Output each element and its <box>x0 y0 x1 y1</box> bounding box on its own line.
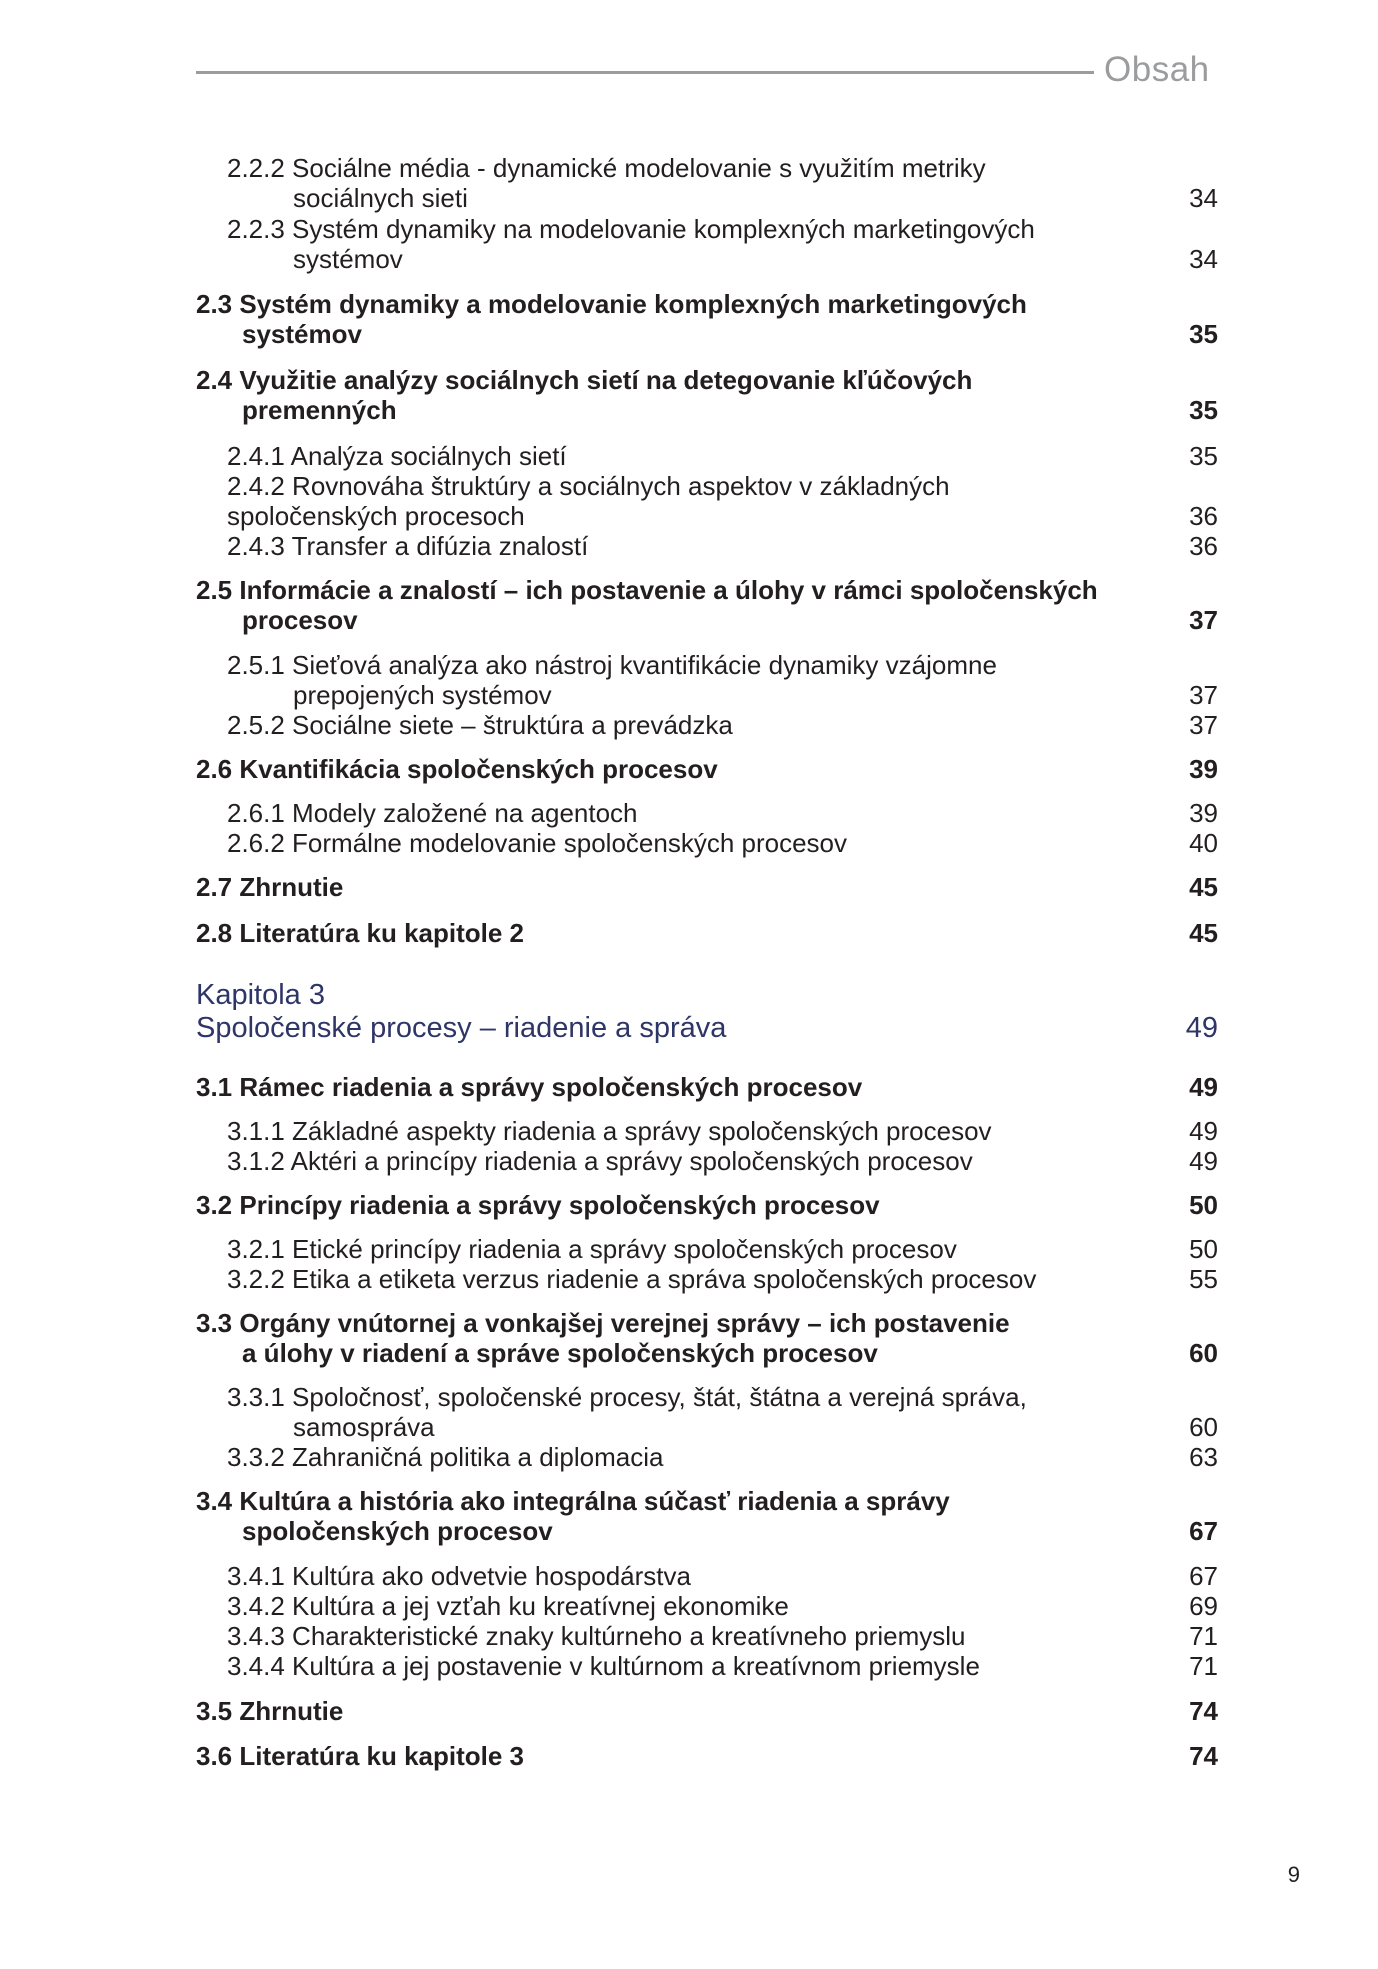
toc-page-number: 50 <box>1189 1234 1218 1264</box>
toc-page-number: 39 <box>1189 754 1218 784</box>
toc-page-number: 36 <box>1189 531 1218 561</box>
toc-entry-title: 2.2.3 Systém dynamiky na modelovanie komplexných marketingových <box>227 214 1035 244</box>
toc-entry-title: 3.3.1 Spoločnosť, spoločenské procesy, štát, štátna a verejná správa, <box>227 1382 1027 1412</box>
toc-entry-title-continued: a úlohy v riadení a správe spoločenských procesov <box>242 1338 878 1368</box>
toc-entry-title: 2.2.2 Sociálne média - dynamické modelovanie s využitím metriky <box>227 153 986 183</box>
toc-entry-title: 3.4.1 Kultúra ako odvetvie hospodárstva <box>227 1561 691 1591</box>
toc-entry-title: 3.4.2 Kultúra a jej vzťah ku kreatívnej ekonomike <box>227 1591 789 1621</box>
chapter-label: Kapitola 3 <box>196 979 325 1011</box>
toc-entry-title: 3.1.2 Aktéri a princípy riadenia a správy spoločenských procesov <box>227 1146 973 1176</box>
running-header-title: Obsah <box>1104 50 1210 89</box>
toc-page-number: 74 <box>1189 1741 1218 1771</box>
toc-page-number: 39 <box>1189 798 1218 828</box>
toc-page-number: 60 <box>1189 1338 1218 1368</box>
toc-entry-title: 2.4 Využitie analýzy sociálnych sietí na detegovanie kľúčových <box>196 365 973 395</box>
toc-page-number: 71 <box>1189 1651 1218 1681</box>
toc-page-number: 36 <box>1189 501 1218 531</box>
toc-entry-title-continued: sociálnych sieti <box>293 183 468 213</box>
toc-page-number: 67 <box>1189 1561 1218 1591</box>
toc-entry-title-continued: spoločenských procesov <box>242 1516 553 1546</box>
toc-entry-title-continued: systémov <box>293 244 403 274</box>
toc-entry-title: 3.3.2 Zahraničná politika a diplomacia <box>227 1442 664 1472</box>
toc-entry-title: 2.5.1 Sieťová analýza ako nástroj kvantifikácie dynamiky vzájomne <box>227 650 997 680</box>
toc-entry-title: 3.4.3 Charakteristické znaky kultúrneho a kreatívneho priemyslu <box>227 1621 966 1651</box>
toc-entry-title: 3.1.1 Základné aspekty riadenia a správy spoločenských procesov <box>227 1116 992 1146</box>
toc-entry-title: 2.8 Literatúra ku kapitole 2 <box>196 918 525 948</box>
toc-entry-title: 2.4.1 Analýza sociálnych sietí <box>227 441 567 471</box>
toc-entry-title: 3.3 Orgány vnútornej a vonkajšej verejnej správy – ich postavenie <box>196 1308 1010 1338</box>
toc-page-number: 37 <box>1189 605 1218 635</box>
toc-entry-title: 2.4.2 Rovnováha štruktúry a sociálnych aspektov v základných <box>227 471 950 501</box>
toc-page-number: 35 <box>1189 441 1218 471</box>
toc-page-number: 34 <box>1189 244 1218 274</box>
toc-page-number: 55 <box>1189 1264 1218 1294</box>
toc-entry-title-continued: samospráva <box>293 1412 435 1442</box>
toc-page-number: 37 <box>1189 710 1218 740</box>
toc-entry-title: 3.1 Rámec riadenia a správy spoločenských procesov <box>196 1072 863 1102</box>
toc-page-number: 50 <box>1189 1190 1218 1220</box>
toc-entry-title: 2.6.2 Formálne modelovanie spoločenských procesov <box>227 828 848 858</box>
toc-page-number: 69 <box>1189 1591 1218 1621</box>
toc-page-number: 35 <box>1189 319 1218 349</box>
toc-entry-title: 3.2 Princípy riadenia a správy spoločenských procesov <box>196 1190 880 1220</box>
toc-page-number: 34 <box>1189 183 1218 213</box>
toc-entry-title: 2.4.3 Transfer a difúzia znalostí <box>227 531 589 561</box>
toc-entry-title: 2.6 Kvantifikácia spoločenských procesov <box>196 754 718 784</box>
toc-page-number: 67 <box>1189 1516 1218 1546</box>
toc-entry-title: 2.6.1 Modely založené na agentoch <box>227 798 638 828</box>
toc-page-number: 40 <box>1189 828 1218 858</box>
toc-page-number: 35 <box>1189 395 1218 425</box>
page-number: 9 <box>1287 1862 1300 1887</box>
toc-entry-title: 3.2.2 Etika a etiketa verzus riadenie a správa spoločenských procesov <box>227 1264 1037 1294</box>
toc-entry-title: 2.7 Zhrnutie <box>196 872 344 902</box>
toc-entry-title-continued: procesov <box>242 605 358 635</box>
toc-entry-title-continued: premenných <box>242 395 397 425</box>
toc-entry-title: 3.6 Literatúra ku kapitole 3 <box>196 1741 525 1771</box>
toc-page-number: 49 <box>1189 1146 1218 1176</box>
toc-page-number: 49 <box>1185 1012 1218 1044</box>
toc-page-number: 74 <box>1189 1696 1218 1726</box>
chapter-title: Spoločenské procesy – riadenie a správa <box>196 1012 727 1044</box>
toc-page-number: 45 <box>1189 872 1218 902</box>
toc-entry-title-continued: spoločenských procesoch <box>227 501 525 531</box>
toc-page-number: 63 <box>1189 1442 1218 1472</box>
toc-entry-title: 2.5 Informácie a znalostí – ich postavenie a úlohy v rámci spoločenských <box>196 575 1098 605</box>
toc-entry-title-continued: systémov <box>242 319 362 349</box>
toc-page-number: 71 <box>1189 1621 1218 1651</box>
toc-entry-title: 2.3 Systém dynamiky a modelovanie komplexných marketingových <box>196 289 1027 319</box>
toc-entry-title: 3.4 Kultúra a história ako integrálna súčasť riadenia a správy <box>196 1486 950 1516</box>
toc-page-number: 49 <box>1189 1116 1218 1146</box>
toc-entry-title: 2.5.2 Sociálne siete – štruktúra a prevádzka <box>227 710 733 740</box>
toc-page-number: 60 <box>1189 1412 1218 1442</box>
toc-entry-title: 3.5 Zhrnutie <box>196 1696 344 1726</box>
toc-entry-title: 3.2.1 Etické princípy riadenia a správy spoločenských procesov <box>227 1234 957 1264</box>
toc-page-number: 37 <box>1189 680 1218 710</box>
toc-entry-title-continued: prepojených systémov <box>293 680 552 710</box>
toc-page-number: 45 <box>1189 918 1218 948</box>
toc-entry-title: 3.4.4 Kultúra a jej postavenie v kultúrnom a kreatívnom priemysle <box>227 1651 980 1681</box>
toc-page-number: 49 <box>1189 1072 1218 1102</box>
